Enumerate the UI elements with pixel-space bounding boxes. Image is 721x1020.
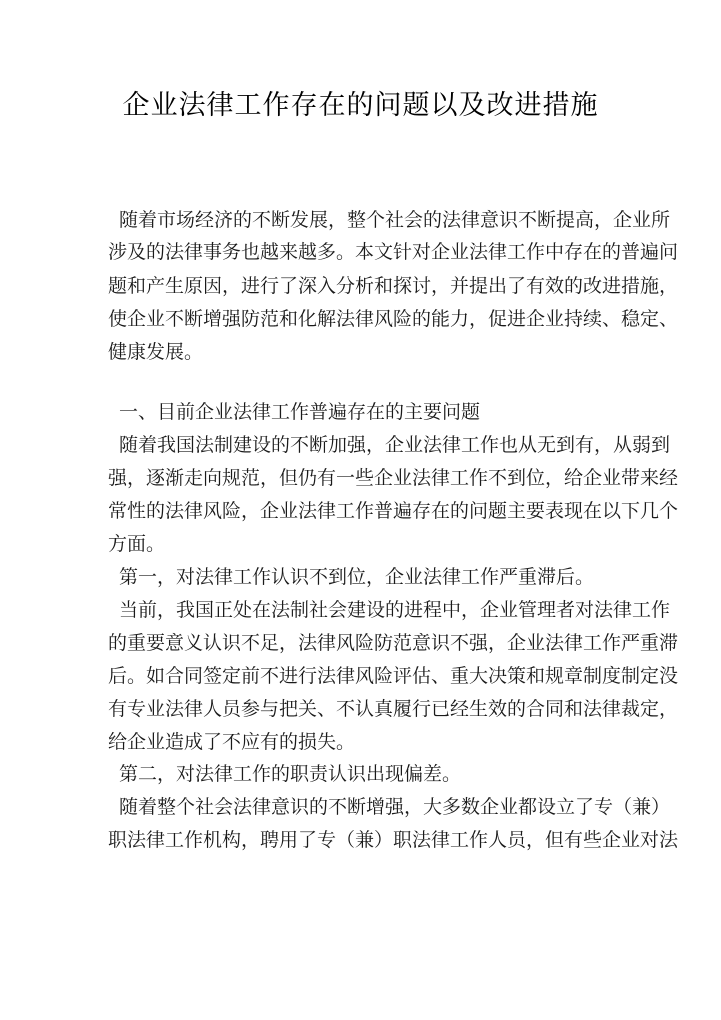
text-line: 有专业法律人员参与把关、不认真履行已经生效的合同和法律裁定， [108,698,679,720]
text-line: 职法律工作机构，聘用了专（兼）职法律工作人员，但有些企业对法 [108,829,679,851]
text-line: 强，逐渐走向规范，但仍有一些企业法律工作不到位，给企业带来经 [108,467,679,489]
text-line: 随着整个社会法律意识的不断增强，大多数企业都设立了专（兼） [119,796,671,818]
text-line: 后。如合同签定前不进行法律风险评估、重大决策和规章制度制定没 [108,665,679,687]
text-line: 第二，对法律工作的职责认识出现偏差。 [119,763,462,785]
text-line: 使企业不断增强防范和化解法律风险的能力，促进企业持续、稳定、 [108,308,679,330]
text-line: 给企业造成了不应有的损失。 [108,731,356,753]
document-title: 企业法律工作存在的问题以及改进措施 [122,90,599,121]
text-line: 常性的法律风险，企业法律工作普遍存在的问题主要表现在以下几个 [108,500,679,522]
text-line: 第一，对法律工作认识不到位，企业法律工作严重滞后。 [119,566,595,588]
text-line: 一、目前企业法律工作普遍存在的主要问题 [119,401,481,423]
text-line: 健康发展。 [108,341,204,363]
text-line: 随着我国法制建设的不断加强，企业法律工作也从无到有，从弱到 [119,434,671,456]
text-line: 随着市场经济的不断发展，整个社会的法律意识不断提高，企业所 [119,209,671,231]
text-line: 涉及的法律事务也越来越多。本文针对企业法律工作中存在的普遍问 [108,241,679,263]
text-line: 的重要意义认识不足，法律风险防范意识不强，企业法律工作严重滞 [108,632,679,654]
text-line: 题和产生原因，进行了深入分析和探讨，并提出了有效的改进措施， [108,275,679,297]
text-line: 当前，我国正处在法制社会建设的进程中，企业管理者对法律工作 [119,599,671,621]
text-line: 方面。 [108,533,166,555]
